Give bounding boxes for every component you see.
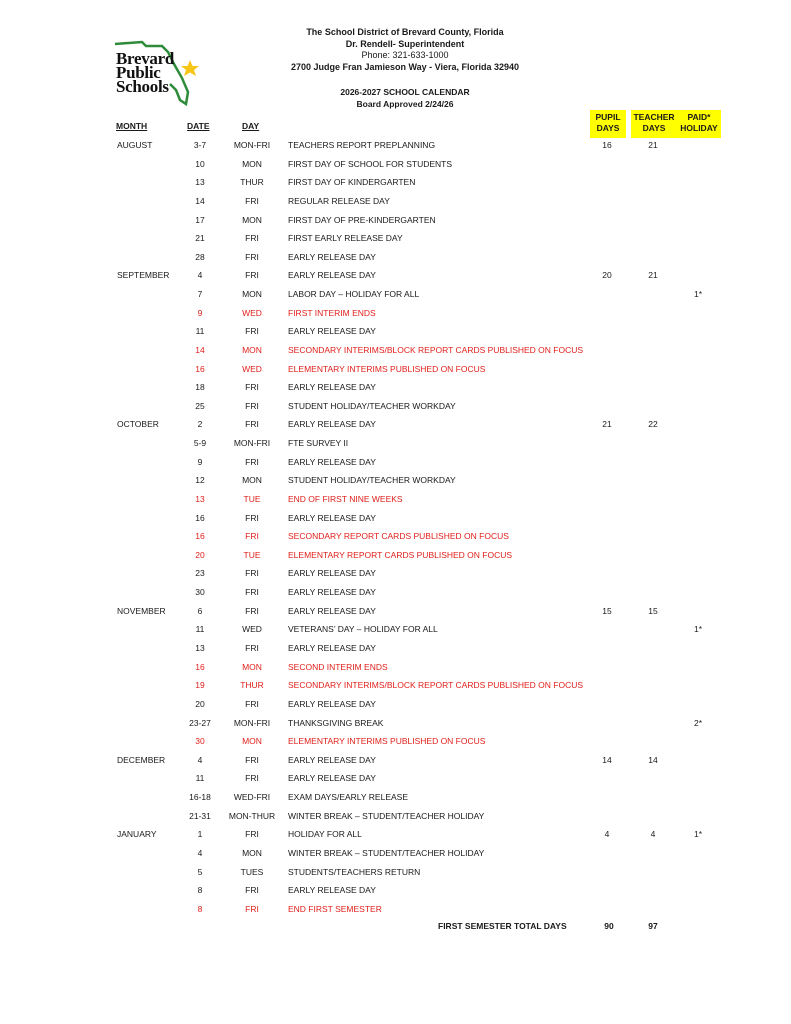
table-row bbox=[0, 215, 791, 233]
cell-day: MON bbox=[242, 736, 262, 747]
cell-day: MON bbox=[242, 661, 262, 672]
cell-event: EARLY RELEASE DAY bbox=[288, 773, 376, 784]
cell-date: 28 bbox=[195, 251, 205, 262]
cell-event: END OF FIRST NINE WEEKS bbox=[288, 493, 403, 504]
table-row bbox=[0, 494, 791, 512]
cell-pupil: 14 bbox=[602, 754, 612, 765]
cell-date: 9 bbox=[197, 307, 203, 318]
cell-date: 7 bbox=[197, 289, 203, 300]
cell-date: 10 bbox=[195, 158, 205, 169]
table-row bbox=[0, 867, 791, 885]
cell-day: FRI bbox=[245, 326, 259, 337]
logo-line-2: Public bbox=[116, 63, 161, 82]
cell-day: FRI bbox=[245, 903, 259, 914]
cell-date: 9 bbox=[197, 456, 203, 467]
cell-day: TUES bbox=[240, 866, 264, 877]
cell-event: ELEMENTARY REPORT CARDS PUBLISHED ON FOCUS bbox=[288, 549, 513, 560]
cell-day: THUR bbox=[240, 680, 264, 691]
brevard-logo bbox=[112, 38, 204, 110]
table-row bbox=[0, 643, 791, 661]
cell-event: STUDENT HOLIDAY/TEACHER WORKDAY bbox=[288, 400, 456, 411]
cell-teacher: 22 bbox=[648, 419, 658, 430]
cell-teacher: 21 bbox=[648, 270, 658, 281]
table-row bbox=[0, 718, 791, 736]
cell-day: MON-THUR bbox=[228, 810, 276, 821]
col-pupil-label-1: PUPIL bbox=[595, 112, 621, 122]
cell-day: WED bbox=[242, 307, 262, 318]
cell-teacher: 15 bbox=[648, 605, 658, 616]
cell-event: EARLY RELEASE DAY bbox=[288, 568, 376, 579]
cell-event: END FIRST SEMESTER bbox=[288, 903, 382, 914]
document-header bbox=[255, 27, 555, 73]
cell-event: EARLY RELEASE DAY bbox=[288, 885, 376, 896]
cell-day: MON bbox=[242, 214, 262, 225]
table-row bbox=[0, 736, 791, 754]
cell-date: 3-7 bbox=[193, 140, 207, 150]
cell-event: EXAM DAYS/EARLY RELEASE bbox=[288, 792, 408, 803]
cell-date: 20 bbox=[195, 549, 205, 560]
col-teacher-label-1: TEACHER bbox=[633, 112, 675, 122]
cell-event: SECONDARY INTERIMS/BLOCK REPORT CARDS PUBLISHED ON FOCUS bbox=[288, 680, 584, 691]
col-date: DATE bbox=[187, 121, 210, 131]
col-paid-holiday bbox=[677, 110, 721, 138]
cell-day: FRI bbox=[245, 829, 259, 840]
table-row bbox=[0, 624, 791, 642]
table-row bbox=[0, 513, 791, 531]
cell-date: 13 bbox=[195, 643, 205, 653]
cell-day: FRI bbox=[245, 885, 259, 896]
cell-date: 4 bbox=[197, 270, 203, 281]
cell-date: 4 bbox=[197, 754, 203, 765]
cell-pupil: 21 bbox=[602, 419, 612, 430]
col-teacher-days bbox=[631, 110, 677, 138]
cell-event: STUDENT HOLIDAY/TEACHER WORKDAY bbox=[288, 475, 456, 486]
total-label: FIRST SEMESTER TOTAL DAYS bbox=[438, 921, 567, 931]
cell-day: FRI bbox=[245, 605, 259, 616]
cell-event: EARLY RELEASE DAY bbox=[288, 382, 376, 393]
address: 2700 Judge Fran Jamieson Way - Viera, Florida 32940 bbox=[290, 61, 520, 72]
table-row bbox=[0, 270, 791, 288]
cell-day: FRI bbox=[245, 587, 259, 598]
cell-pupil: 16 bbox=[602, 140, 612, 150]
cell-teacher: 14 bbox=[648, 754, 658, 765]
cell-day: MON bbox=[242, 158, 262, 169]
table-row bbox=[0, 755, 791, 773]
cell-event: FIRST DAY OF SCHOOL FOR STUDENTS bbox=[288, 158, 453, 169]
district-name: The School District of Brevard County, Florida bbox=[306, 27, 504, 37]
cell-day: WED bbox=[242, 624, 262, 635]
cell-date: 19 bbox=[195, 680, 205, 691]
table-row bbox=[0, 811, 791, 829]
cell-date: 6 bbox=[197, 605, 203, 616]
cell-day: THUR bbox=[240, 177, 264, 188]
cell-event: FIRST INTERIM ENDS bbox=[288, 307, 376, 318]
cell-event: WINTER BREAK – STUDENT/TEACHER HOLIDAY bbox=[288, 810, 485, 821]
cell-date: 5-9 bbox=[193, 438, 207, 449]
cell-date: 18 bbox=[195, 382, 205, 393]
cell-paid: 1* bbox=[693, 289, 703, 300]
cell-event: HOLIDAY FOR ALL bbox=[288, 829, 362, 840]
cell-month: SEPTEMBER bbox=[117, 270, 170, 281]
cell-event: FIRST DAY OF KINDERGARTEN bbox=[288, 177, 416, 188]
table-row bbox=[0, 904, 791, 922]
table-row bbox=[0, 550, 791, 568]
cell-date: 8 bbox=[197, 885, 203, 896]
cell-date: 8 bbox=[197, 903, 203, 914]
total-teacher: 97 bbox=[648, 921, 658, 931]
cell-event: EARLY RELEASE DAY bbox=[288, 270, 376, 281]
cell-event: SECONDARY REPORT CARDS PUBLISHED ON FOCUS bbox=[288, 531, 509, 542]
cell-date: 17 bbox=[195, 214, 205, 225]
cell-event: FIRST DAY OF PRE-KINDERGARTEN bbox=[288, 214, 436, 225]
table-row bbox=[0, 829, 791, 847]
cell-event: REGULAR RELEASE DAY bbox=[288, 195, 390, 206]
cell-teacher: 21 bbox=[648, 140, 658, 150]
cell-day: FRI bbox=[245, 270, 259, 281]
cell-pupil: 20 bbox=[602, 270, 612, 281]
cell-date: 20 bbox=[195, 698, 205, 709]
cell-date: 12 bbox=[195, 475, 205, 486]
cell-month: JANUARY bbox=[117, 829, 157, 840]
table-row bbox=[0, 699, 791, 717]
cell-event: ELEMENTARY INTERIMS PUBLISHED ON FOCUS bbox=[288, 363, 486, 374]
cell-day: FRI bbox=[245, 512, 259, 523]
col-paid-label-2: HOLIDAY bbox=[680, 123, 718, 133]
cell-month: DECEMBER bbox=[117, 754, 166, 765]
cell-date: 2 bbox=[197, 419, 203, 430]
cell-day: MON bbox=[242, 289, 262, 300]
table-row bbox=[0, 438, 791, 456]
cell-day: FRI bbox=[245, 195, 259, 206]
cell-day: MON bbox=[242, 475, 262, 486]
col-teacher-label-2: DAYS bbox=[642, 123, 666, 133]
cell-date: 11 bbox=[195, 624, 205, 635]
cell-day: MON bbox=[242, 344, 262, 355]
cell-day: FRI bbox=[245, 382, 259, 393]
cell-day: WED-FRI bbox=[233, 792, 271, 803]
cell-day: WED bbox=[242, 363, 262, 374]
cell-day: FRI bbox=[245, 419, 259, 430]
cell-event: SECONDARY INTERIMS/BLOCK REPORT CARDS PUBLISHED ON FOCUS bbox=[288, 344, 584, 355]
col-pupil-days bbox=[590, 110, 626, 138]
cell-date: 11 bbox=[195, 326, 205, 337]
superintendent: Dr. Rendell- Superintendent bbox=[345, 38, 465, 49]
cell-date: 16 bbox=[195, 512, 205, 523]
cell-event: EARLY RELEASE DAY bbox=[288, 456, 376, 467]
table-row bbox=[0, 364, 791, 382]
table-row bbox=[0, 308, 791, 326]
cell-paid: 1* bbox=[693, 829, 703, 840]
cell-day: FRI bbox=[245, 233, 259, 244]
cell-month: AUGUST bbox=[117, 140, 153, 150]
cell-date: 16 bbox=[195, 531, 205, 542]
cell-event: LABOR DAY – HOLIDAY FOR ALL bbox=[288, 289, 420, 300]
cell-date: 13 bbox=[195, 177, 205, 188]
cell-event: EARLY RELEASE DAY bbox=[288, 754, 376, 765]
cell-date: 30 bbox=[195, 736, 205, 747]
cell-paid: 2* bbox=[693, 717, 703, 728]
cell-date: 14 bbox=[195, 195, 205, 206]
table-row bbox=[0, 140, 791, 158]
table-row bbox=[0, 568, 791, 586]
cell-day: FRI bbox=[245, 251, 259, 262]
cell-date: 4 bbox=[197, 847, 203, 858]
cell-date: 16 bbox=[195, 363, 205, 374]
cell-date: 16-18 bbox=[189, 792, 211, 803]
col-paid-label-1: PAID* bbox=[687, 112, 711, 122]
cell-day: FRI bbox=[245, 568, 259, 579]
cell-date: 14 bbox=[195, 344, 205, 355]
cell-teacher: 4 bbox=[650, 829, 656, 840]
col-day: DAY bbox=[242, 121, 260, 131]
logo-line-3: Schools bbox=[116, 77, 169, 96]
cell-day: MON-FRI bbox=[233, 717, 271, 728]
cell-event: STUDENTS/TEACHERS RETURN bbox=[288, 866, 421, 877]
cell-event: FTE SURVEY II bbox=[288, 438, 349, 449]
cell-date: 11 bbox=[195, 773, 205, 784]
cell-event: EARLY RELEASE DAY bbox=[288, 512, 376, 523]
cell-date: 16 bbox=[195, 661, 205, 672]
cell-event: EARLY RELEASE DAY bbox=[288, 605, 376, 616]
cell-event: FIRST EARLY RELEASE DAY bbox=[288, 233, 403, 244]
table-row bbox=[0, 289, 791, 307]
table-row bbox=[0, 177, 791, 195]
cell-month: NOVEMBER bbox=[117, 605, 166, 616]
table-row bbox=[0, 773, 791, 791]
table-row bbox=[0, 606, 791, 624]
cell-date: 25 bbox=[195, 400, 205, 411]
cell-day: FRI bbox=[245, 754, 259, 765]
cell-event: WINTER BREAK – STUDENT/TEACHER HOLIDAY bbox=[288, 847, 485, 858]
cell-event: EARLY RELEASE DAY bbox=[288, 643, 376, 653]
cell-day: TUE bbox=[243, 549, 261, 560]
table-row bbox=[0, 885, 791, 903]
cell-pupil: 15 bbox=[602, 605, 612, 616]
cell-date: 30 bbox=[195, 587, 205, 598]
cell-event: ELEMENTARY INTERIMS PUBLISHED ON FOCUS bbox=[288, 736, 486, 747]
table-row bbox=[0, 326, 791, 344]
calendar-title-block bbox=[255, 86, 555, 110]
cell-pupil: 4 bbox=[604, 829, 610, 840]
cell-event: TEACHERS REPORT PREPLANNING bbox=[288, 140, 436, 150]
table-row bbox=[0, 475, 791, 493]
table-row bbox=[0, 382, 791, 400]
cell-day: MON bbox=[242, 847, 262, 858]
cell-event: EARLY RELEASE DAY bbox=[288, 698, 376, 709]
cell-date: 5 bbox=[197, 866, 203, 877]
cell-day: FRI bbox=[245, 698, 259, 709]
col-pupil-label-2: DAYS bbox=[596, 123, 620, 133]
table-row bbox=[0, 252, 791, 270]
cell-day: MON-FRI bbox=[233, 140, 271, 150]
cell-day: FRI bbox=[245, 643, 259, 653]
cell-event: EARLY RELEASE DAY bbox=[288, 251, 376, 262]
cell-day: FRI bbox=[245, 773, 259, 784]
cell-event: THANKSGIVING BREAK bbox=[288, 717, 384, 728]
table-row bbox=[0, 196, 791, 214]
cell-date: 1 bbox=[197, 829, 203, 840]
table-row bbox=[0, 233, 791, 251]
table-row bbox=[0, 531, 791, 549]
cell-day: FRI bbox=[245, 400, 259, 411]
cell-date: 21-31 bbox=[189, 810, 211, 821]
table-row bbox=[0, 792, 791, 810]
cell-event: EARLY RELEASE DAY bbox=[288, 419, 376, 430]
table-row bbox=[0, 680, 791, 698]
cell-month: OCTOBER bbox=[117, 419, 159, 430]
cell-event: SECOND INTERIM ENDS bbox=[288, 661, 388, 672]
col-month: MONTH bbox=[116, 121, 148, 131]
cell-event: VETERANS’ DAY – HOLIDAY FOR ALL bbox=[288, 624, 438, 635]
cell-date: 23-27 bbox=[189, 717, 211, 728]
cell-date: 21 bbox=[195, 233, 205, 244]
logo-line-1: Brevard bbox=[116, 49, 175, 68]
cell-day: FRI bbox=[245, 456, 259, 467]
table-row bbox=[0, 345, 791, 363]
calendar-title: 2026-2027 SCHOOL CALENDAR bbox=[340, 87, 470, 97]
cell-date: 23 bbox=[195, 568, 205, 579]
cell-date: 13 bbox=[195, 493, 205, 504]
total-pupil: 90 bbox=[604, 921, 614, 931]
cell-day: MON-FRI bbox=[233, 438, 271, 449]
cell-event: EARLY RELEASE DAY bbox=[288, 326, 376, 337]
table-row bbox=[0, 587, 791, 605]
cell-day: FRI bbox=[245, 531, 259, 542]
board-approved: Board Approved 2/24/26 bbox=[356, 99, 454, 109]
cell-paid: 1* bbox=[693, 624, 703, 635]
table-row bbox=[0, 401, 791, 419]
cell-day: TUE bbox=[243, 493, 261, 504]
table-row bbox=[0, 457, 791, 475]
table-row bbox=[0, 159, 791, 177]
table-row bbox=[0, 848, 791, 866]
table-row bbox=[0, 662, 791, 680]
table-row bbox=[0, 419, 791, 437]
cell-event: EARLY RELEASE DAY bbox=[288, 587, 376, 598]
phone: Phone: 321-633-1000 bbox=[361, 50, 449, 60]
